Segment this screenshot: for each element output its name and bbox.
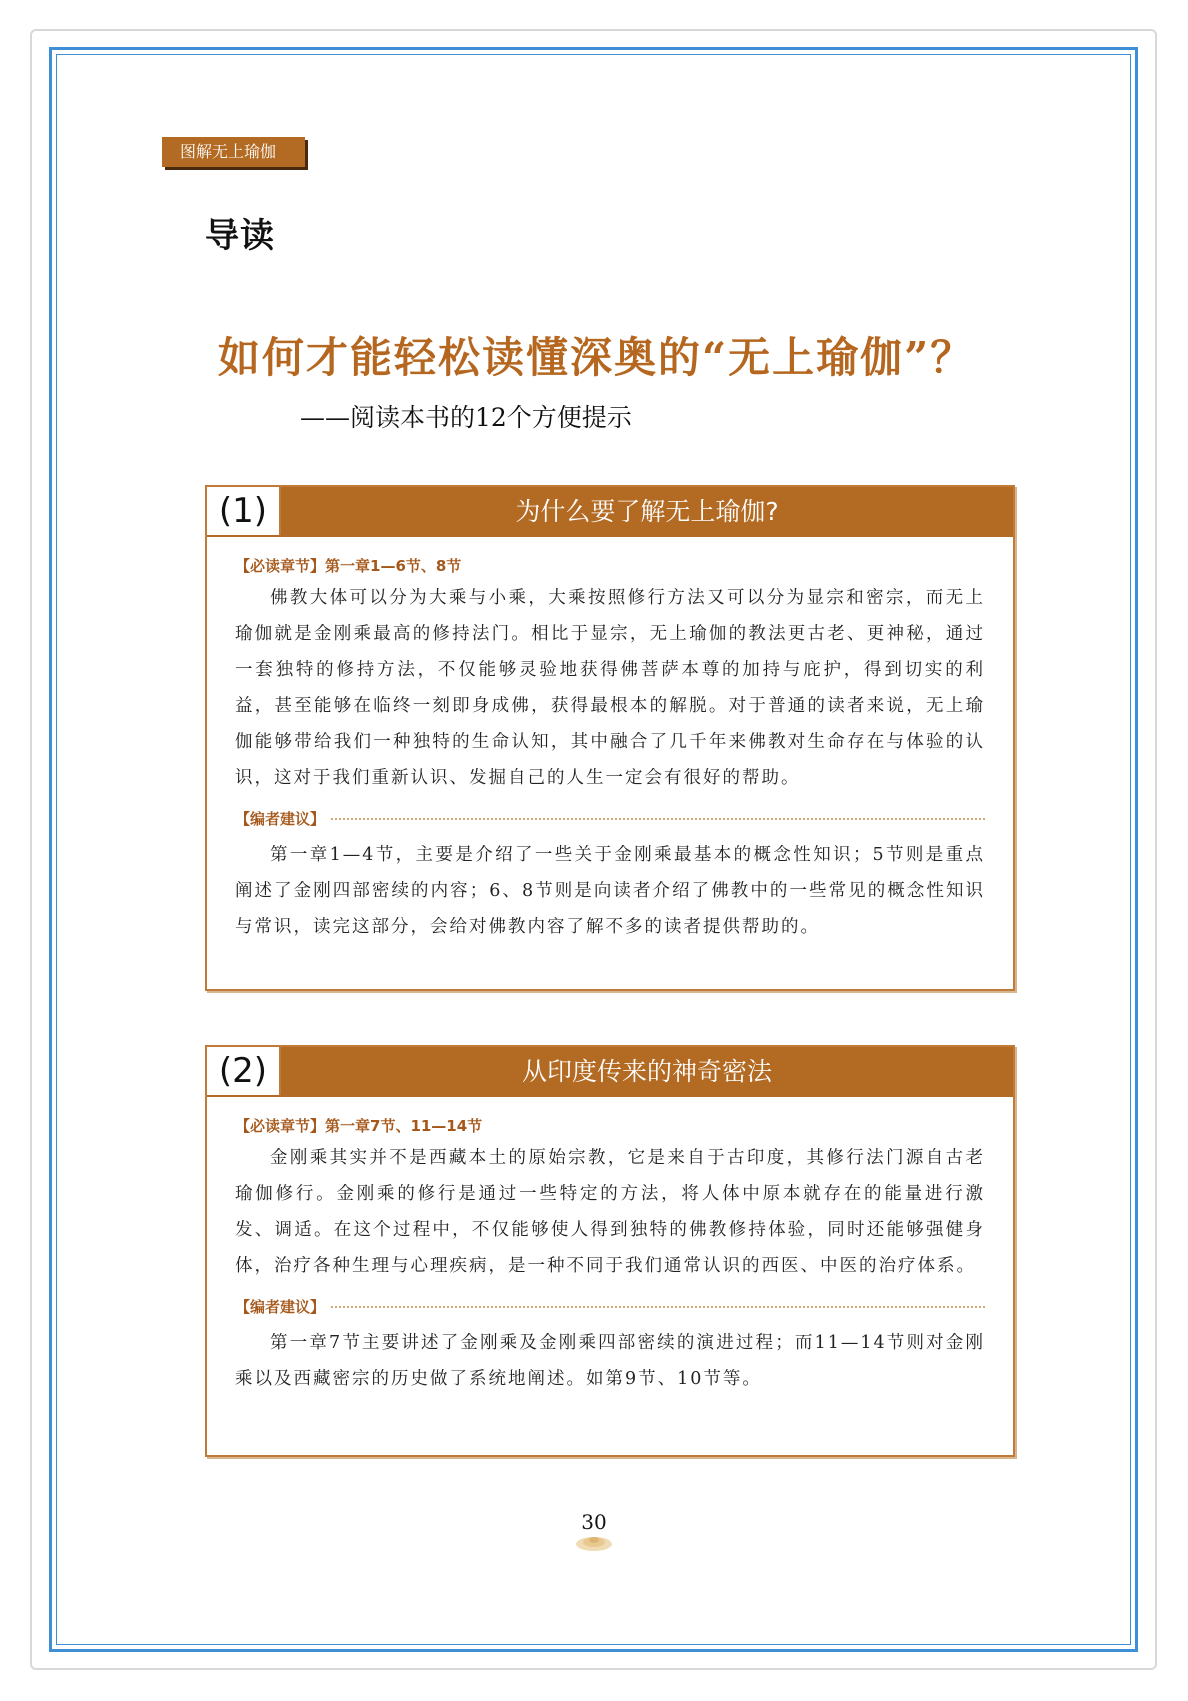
suggestion-paragraph: 第一章7节主要讲述了金刚乘及金刚乘四部密续的演进过程；而11—14节则对金刚乘以及西藏密宗的历史做了系统地阐述。如第9节、10节等。 bbox=[235, 1333, 985, 1389]
tip-body bbox=[207, 537, 1013, 961]
tip-title: 为什么要了解无上瑜伽? bbox=[515, 497, 779, 526]
suggestion-label: 【编者建议】 bbox=[235, 810, 326, 828]
suggestion-paragraph: 第一章1—4节，主要是介绍了一些关于金刚乘最基本的概念性知识；5节则是重点阐述了金刚四部密续的内容；6、8节则是向读者介绍了佛教中的一些常见的概念性知识与常识，读完这部分，会给对佛教内容了解不多的读者提供帮助的。 bbox=[235, 845, 985, 937]
book-title-tag: 图解无上瑜伽 bbox=[162, 137, 305, 167]
lotus-ornament-icon bbox=[574, 1530, 614, 1554]
tip-paragraph: 金刚乘其实并不是西藏本土的原始宗教，它是来自于古印度，其修行法门源自古老瑜伽修行。金刚乘的修行是通过一些特定的方法，将人体中原本就存在的能量进行激发、调适。在这个过程中，不仅能够使人得到独特的佛教修持体验，同时还能够强健身体，治疗各种生理与心理疾病，是一种不同于我们通常认识的西医、中医的治疗体系。 bbox=[235, 1148, 985, 1276]
dotted-leader bbox=[331, 818, 985, 820]
tip-body bbox=[207, 1097, 1013, 1413]
tip-number: (2) bbox=[207, 1047, 281, 1095]
required-chapters: 【必读章节】第一章1—6节、8节 bbox=[235, 557, 462, 575]
tip-box-header bbox=[207, 1047, 1013, 1097]
page-title: 如何才能轻松读懂深奥的“无上瑜伽”？ bbox=[218, 333, 975, 382]
page-number: 30 bbox=[581, 1510, 607, 1534]
tip-title: 从印度传来的神奇密法 bbox=[521, 1057, 772, 1086]
page-subtitle: ——阅读本书的12个方便提示 bbox=[300, 403, 632, 432]
tip-paragraph: 佛教大体可以分为大乘与小乘，大乘按照修行方法又可以分为显宗和密宗，而无上瑜伽就是金刚乘最高的修持法门。相比于显宗，无上瑜伽的教法更古老、更神秘，通过一套独特的修持方法，不仅能够灵验地获得佛菩萨本尊的加持与庇护，得到切实的利益，甚至能够在临终一刻即身成佛，获得最根本的解脱。对于普通的读者来说，无上瑜伽能够带给我们一种独特的生命认知，其中融合了几千年来佛教对生命存在与体验的认识，这对于我们重新认识、发掘自己的人生一定会有很好的帮助。 bbox=[235, 588, 985, 788]
suggestion-heading bbox=[235, 1296, 985, 1317]
suggestion-heading bbox=[235, 808, 985, 829]
suggestion-label: 【编者建议】 bbox=[235, 1298, 326, 1316]
required-chapters: 【必读章节】第一章7节、11—14节 bbox=[235, 1117, 483, 1135]
dotted-leader bbox=[331, 1306, 985, 1308]
tip-box-1 bbox=[205, 485, 1015, 991]
tip-box-2 bbox=[205, 1045, 1015, 1457]
section-title: 导读 bbox=[205, 216, 275, 256]
tip-box-header bbox=[207, 487, 1013, 537]
tip-number: (1) bbox=[207, 487, 281, 535]
